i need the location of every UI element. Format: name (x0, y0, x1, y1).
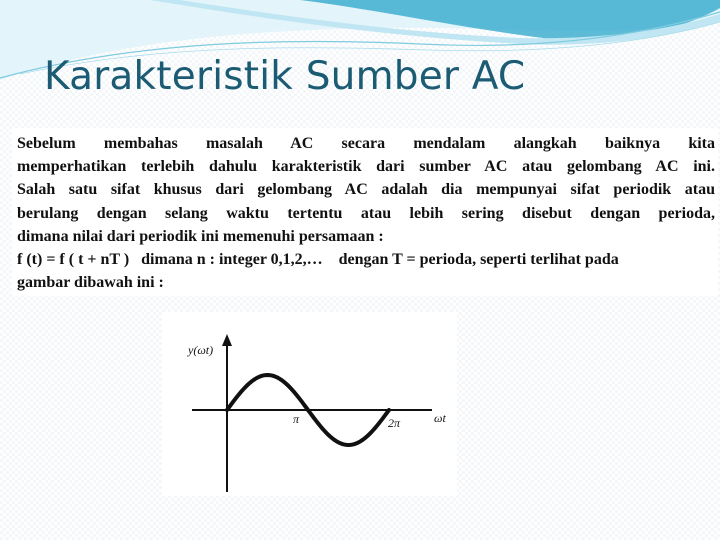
paragraph-line: berulang dengan selang waktu tertentu atau lebih sering disebut dengan perioda, (17, 204, 715, 222)
paragraph-line: Sebelum membahas masalah AC secara mendalam alangkah baiknya kita (17, 135, 715, 152)
slide-title: Karakteristik Sumber AC (44, 54, 526, 99)
text-panel (12, 128, 718, 296)
paragraph-line: dimana nilai dari periodik ini memenuhi persamaan : (17, 227, 384, 245)
x-axis-label: ωt (434, 411, 446, 425)
tick-label-2pi: 2π (388, 416, 401, 430)
paragraph-line: gambar dibawah ini : (17, 274, 164, 292)
periodic-formula: f (t) = f ( t + nT ) (17, 251, 130, 269)
paragraph-line: Salah satu sifat khusus dari gelombang AC adalah dia mempunyai sifat periodik atau (17, 181, 715, 199)
formula-tail: dengan T = perioda, seperti terlihat pada (338, 251, 619, 269)
paragraph (17, 132, 715, 294)
tick-label-pi: π (293, 412, 300, 426)
formula-line (17, 248, 715, 271)
formula-where: dimana n : integer 0,1,2,… (141, 251, 323, 269)
y-axis-arrow-icon (222, 334, 232, 346)
paragraph-line: memperhatikan terlebih dahulu karakteristik dari sumber AC atau gelombang AC ini. (17, 158, 715, 176)
y-axis-label: y(ωt) (188, 343, 214, 357)
sine-wave-figure (162, 312, 457, 496)
